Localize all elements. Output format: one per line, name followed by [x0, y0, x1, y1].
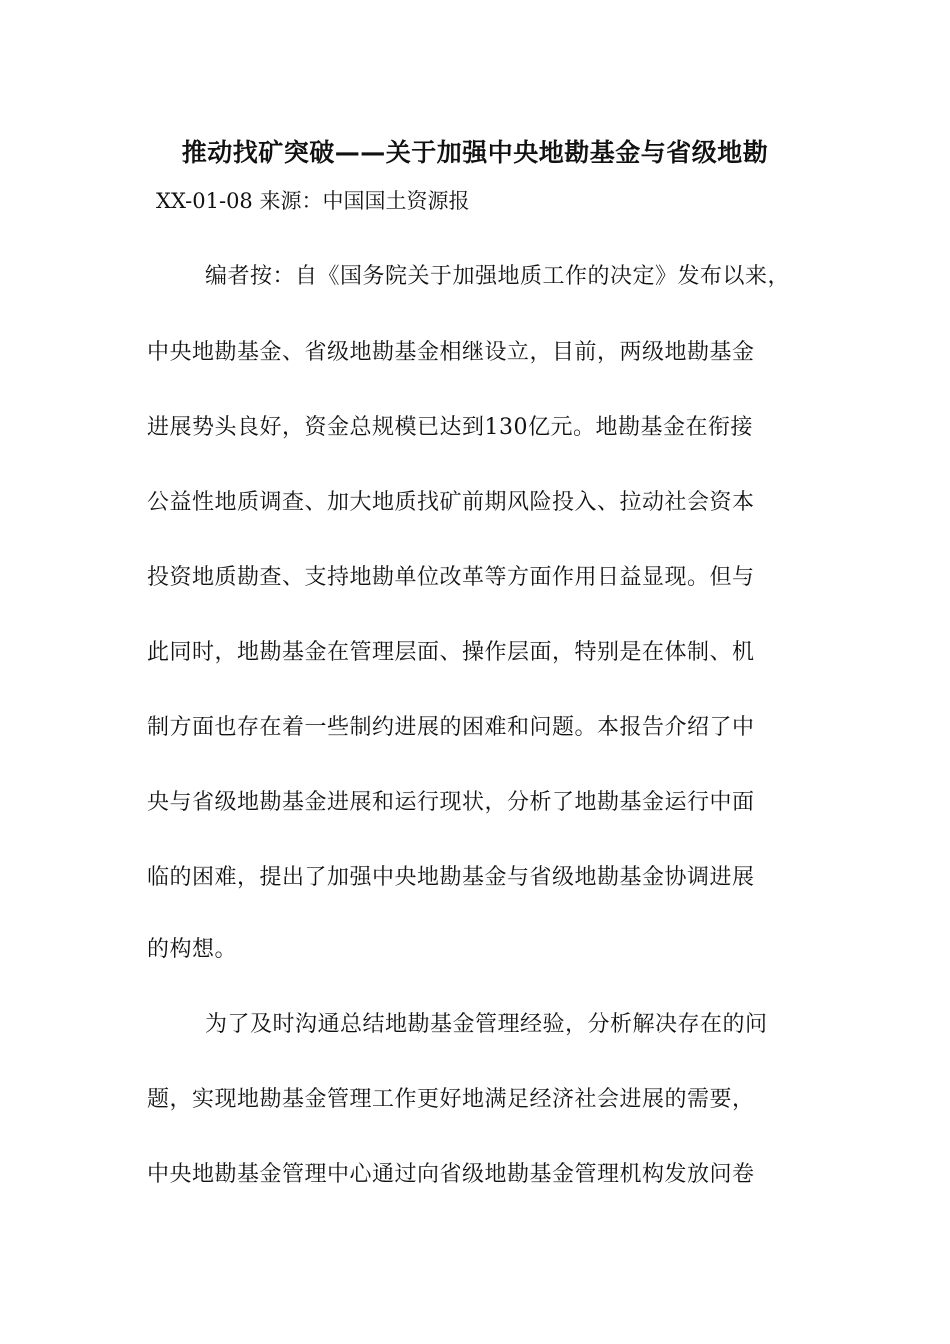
paragraph-line: 中央地勘基金、省级地勘基金相继设立，目前，两级地勘基金 — [147, 340, 755, 365]
paragraph-line: 中央地勘基金管理中心通过向省级地勘基金管理机构发放问卷 — [147, 1162, 755, 1187]
paragraph-line: 的构想。 — [147, 937, 238, 962]
article-meta: XX-01-08 来源：中国国土资源报 — [156, 189, 470, 213]
article-title: 推动找矿突破——关于加强中央地勘基金与省级地勘 — [181, 138, 769, 167]
paragraph-line: 为了及时沟通总结地勘基金管理经验，分析解决存在的问 — [205, 1012, 768, 1037]
paragraph-line: 编者按：自《国务院关于加强地质工作的决定》发布以来， — [205, 264, 791, 289]
paragraph-line: 临的困难，提出了加强中央地勘基金与省级地勘基金协调进展 — [147, 865, 755, 890]
paragraph-line: 进展势头良好，资金总规模已达到130亿元。地勘基金在衔接 — [147, 415, 753, 440]
paragraph-line: 央与省级地勘基金进展和运行现状，分析了地勘基金运行中面 — [147, 790, 755, 815]
paragraph-line: 此同时，地勘基金在管理层面、操作层面，特别是在体制、机 — [147, 640, 755, 665]
paragraph-line: 投资地质勘查、支持地勘单位改革等方面作用日益显现。但与 — [147, 565, 755, 590]
paragraph-line: 题，实现地勘基金管理工作更好地满足经济社会进展的需要， — [147, 1087, 755, 1112]
paragraph-line: 公益性地质调查、加大地质找矿前期风险投入、拉动社会资本 — [147, 490, 755, 515]
paragraph-line: 制方面也存在着一些制约进展的困难和问题。本报告介绍了中 — [147, 715, 755, 740]
